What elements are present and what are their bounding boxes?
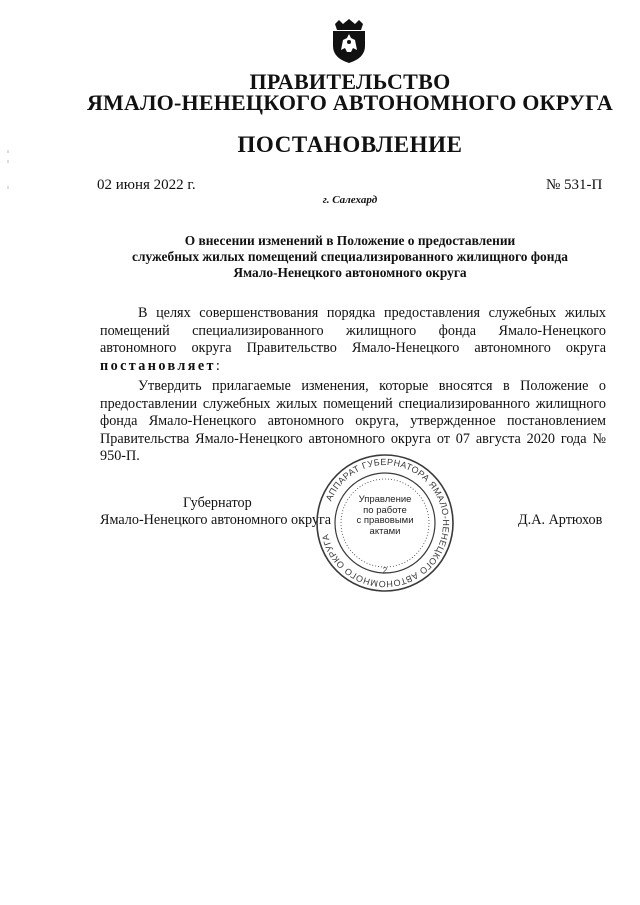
- document-number: № 531-П: [546, 177, 603, 193]
- stamp-center-text: [345, 495, 425, 537]
- resolution-text: Утвердить прилагаемые изменения, которые вносятся в Положение о предоставлении служебных жилых помещений специализированного жилищного фонда Ямало-Ненецкого автономного округа, утвержденное постановлением Правительства Ямало-Ненецкого автономного округа от 07 августа 2020 года № 950-П.: [100, 378, 606, 464]
- stamp-ring-text: АППАРАТ ГУБЕРНАТОРА ЯМАЛО-НЕНЕЦКОГО АВТОНОМНОГО ОКРУГА: [320, 456, 452, 590]
- subject-line-3: Ямало-Ненецкого автономного округа: [233, 265, 467, 280]
- stamp-center-line-4: актами: [369, 525, 401, 537]
- signer-name: Д.А. Артюхов: [518, 512, 603, 528]
- document-date: 02 июня 2022 г.: [97, 177, 196, 193]
- region-title: ЯМАЛО-НЕНЕЦКОГО АВТОНОМНОГО ОКРУГА: [86, 90, 614, 115]
- subject-line-1: О внесении изменений в Положение о предоставлении: [184, 233, 516, 248]
- stamp-center-line-2: по работе: [363, 504, 407, 516]
- coat-of-arms-icon: [327, 18, 371, 64]
- stamp-number: 2: [382, 566, 388, 575]
- preamble-paragraph: В целях совершенствования порядка предоставления служебных жилых помещений специализированного жилищного фонда Ямало-Ненецкого автономного округа Правительство Ямало-Ненецкого автономного округа постановляет:: [100, 305, 606, 374]
- signer-position-line-1: Губернатор: [183, 495, 252, 511]
- document-city: г. Салехард: [322, 194, 378, 206]
- subject-line-2: служебных жилых помещений специализированного жилищного фонда: [132, 249, 568, 264]
- government-title: ПРАВИТЕЛЬСТВО: [249, 69, 451, 94]
- preamble-text: В целях совершенствования порядка предоставления служебных жилых помещений специализированного жилищного фонда Ямало-Ненецкого автономного округа Правительство Ямало-Ненецкого автономного округа: [100, 305, 606, 356]
- decree-word: постановляет: [100, 357, 216, 374]
- document-type: ПОСТАНОВЛЕНИЕ: [237, 132, 463, 157]
- signer-position-line-2: Ямало-Ненецкого автономного округа: [100, 512, 332, 528]
- stamp-center-line-3: с правовыми: [356, 515, 414, 527]
- margin-marks: [6, 150, 12, 210]
- document-subject: [100, 233, 600, 281]
- stamp-center-line-1: Управление: [358, 494, 412, 505]
